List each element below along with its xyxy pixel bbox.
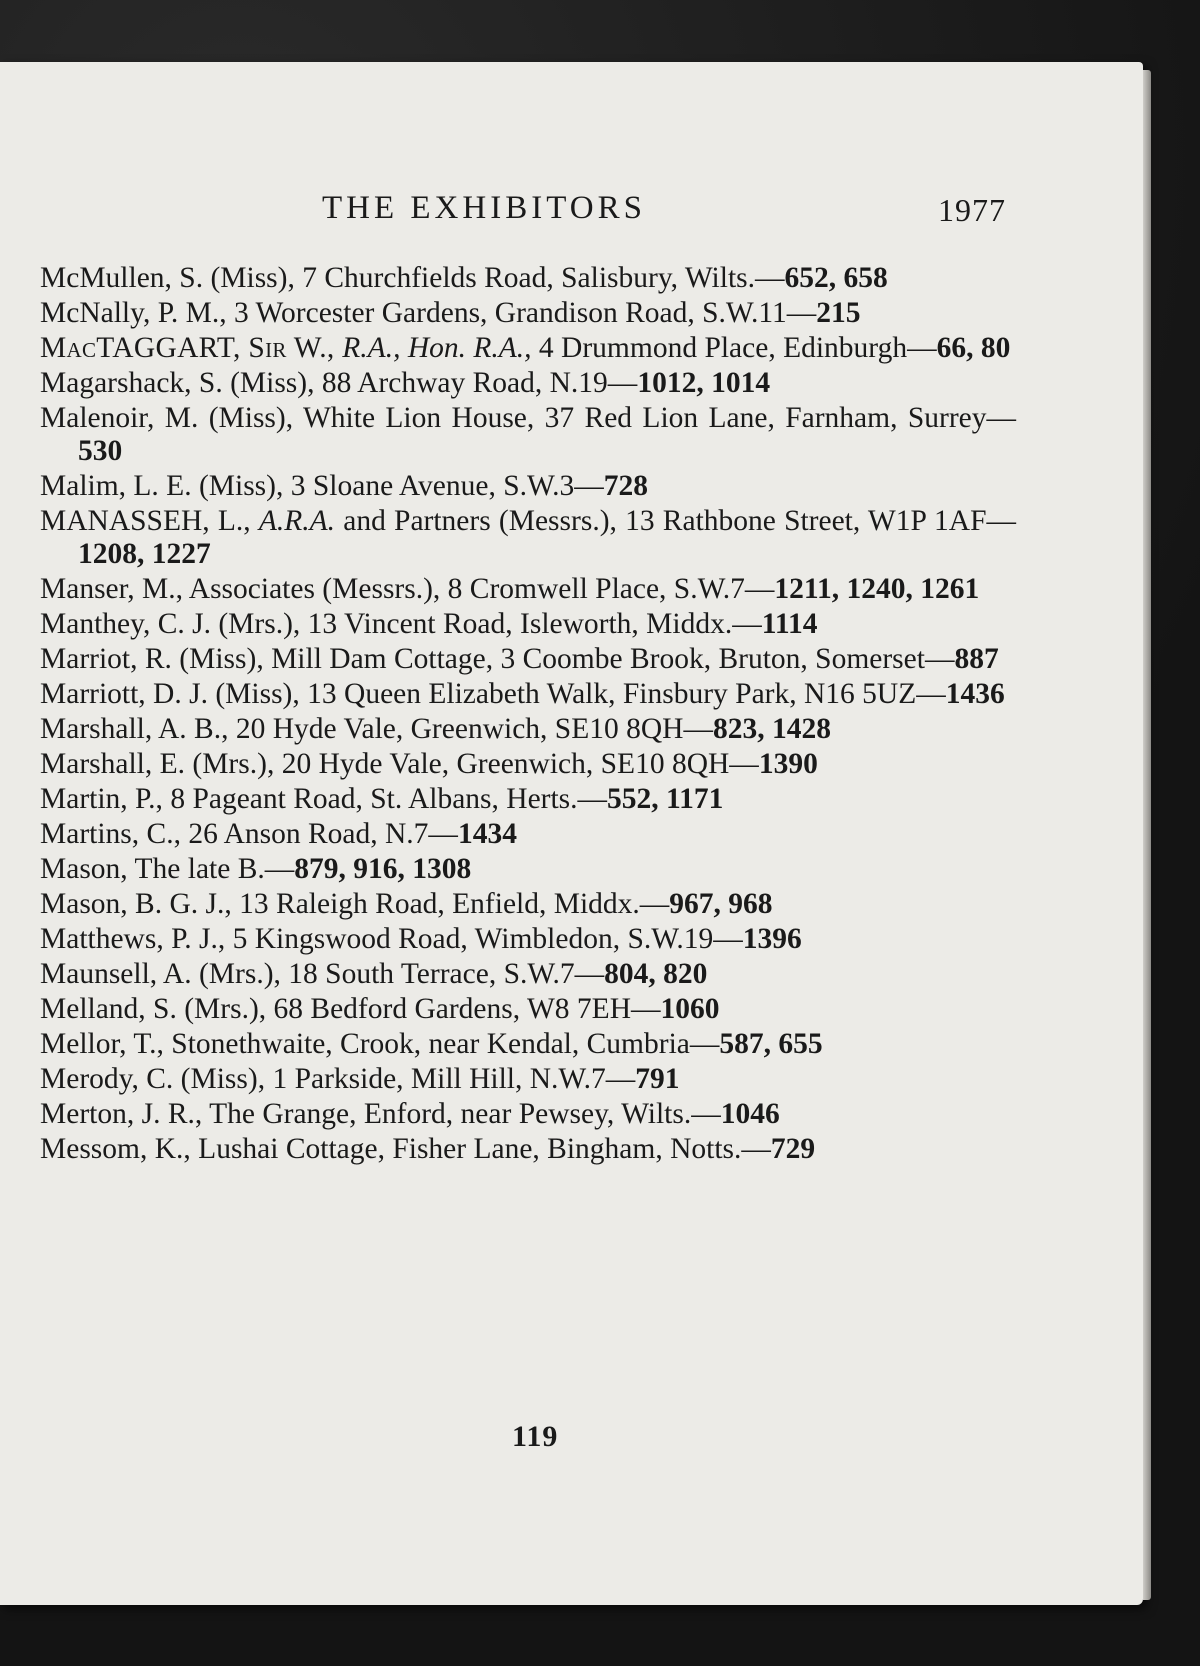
page-number: 119 <box>512 1420 559 1453</box>
exhibitor-entry: MANASSEH, L., A.R.A. and Partners (Messrs.), 13 Rathbone Street, W1P 1AF—1208, 1227 <box>40 505 1016 570</box>
exhibitor-entry: Marshall, E. (Mrs.), 20 Hyde Vale, Greenwich, SE10 8QH—1390 <box>40 748 818 780</box>
exhibitor-entry: Magarshack, S. (Miss), 88 Archway Road, N.19—1012, 1014 <box>40 367 771 399</box>
exhibitor-entry: Malim, L. E. (Miss), 3 Sloane Avenue, S.W.3—728 <box>40 470 649 502</box>
running-head-year: 1977 <box>938 192 1006 228</box>
exhibitor-entry: Marshall, A. B., 20 Hyde Vale, Greenwich, SE10 8QH—823, 1428 <box>40 713 831 745</box>
exhibitor-entry: Matthews, P. J., 5 Kingswood Road, Wimbledon, S.W.19—1396 <box>40 923 802 955</box>
exhibitor-entry: Merody, C. (Miss), 1 Parkside, Mill Hill, N.W.7—791 <box>40 1063 680 1095</box>
exhibitor-entry: Merton, J. R., The Grange, Enford, near Pewsey, Wilts.—1046 <box>40 1098 780 1130</box>
exhibitor-entry: McNally, P. M., 3 Worcester Gardens, Grandison Road, S.W.11—215 <box>40 297 861 329</box>
page-edge <box>1143 70 1151 1600</box>
book-page <box>0 62 1143 1605</box>
exhibitor-entry: Marriot, R. (Miss), Mill Dam Cottage, 3 Coombe Brook, Bruton, Somerset—887 <box>40 643 999 675</box>
exhibitor-entry: Marriott, D. J. (Miss), 13 Queen Elizabeth Walk, Finsbury Park, N16 5UZ—1436 <box>40 678 1005 710</box>
exhibitor-entry: Maunsell, A. (Mrs.), 18 South Terrace, S.W.7—804, 820 <box>40 958 708 990</box>
running-head-title: THE EXHIBITORS <box>322 190 646 226</box>
exhibitor-entry: MacTAGGART, Sir W., R.A., Hon. R.A., 4 Drummond Place, Edinburgh—66, 80 <box>40 332 1011 364</box>
exhibitor-entry: Messom, K., Lushai Cottage, Fisher Lane, Bingham, Notts.—729 <box>40 1133 816 1165</box>
exhibitor-entry: Martins, C., 26 Anson Road, N.7—1434 <box>40 818 517 850</box>
exhibitor-entry: Martin, P., 8 Pageant Road, St. Albans, Herts.—552, 1171 <box>40 783 724 815</box>
exhibitor-entry: Mason, B. G. J., 13 Raleigh Road, Enfield, Middx.—967, 968 <box>40 888 773 920</box>
exhibitor-entry: Mellor, T., Stonethwaite, Crook, near Kendal, Cumbria—587, 655 <box>40 1028 823 1060</box>
exhibitor-entry: McMullen, S. (Miss), 7 Churchfields Road, Salisbury, Wilts.—652, 658 <box>40 262 888 294</box>
exhibitor-entry: Melland, S. (Mrs.), 68 Bedford Gardens, W8 7EH—1060 <box>40 993 720 1025</box>
exhibitor-entry: Manser, M., Associates (Messrs.), 8 Cromwell Place, S.W.7—1211, 1240, 1261 <box>40 573 980 605</box>
exhibitor-entry: Malenoir, M. (Miss), White Lion House, 37 Red Lion Lane, Farnham, Surrey—530 <box>40 402 1017 467</box>
exhibitor-list <box>40 262 1016 1168</box>
exhibitor-entry: Manthey, C. J. (Mrs.), 13 Vincent Road, Isleworth, Middx.—1114 <box>40 608 818 640</box>
running-head <box>0 190 1143 230</box>
exhibitor-entry: Mason, The late B.—879, 916, 1308 <box>40 853 472 885</box>
